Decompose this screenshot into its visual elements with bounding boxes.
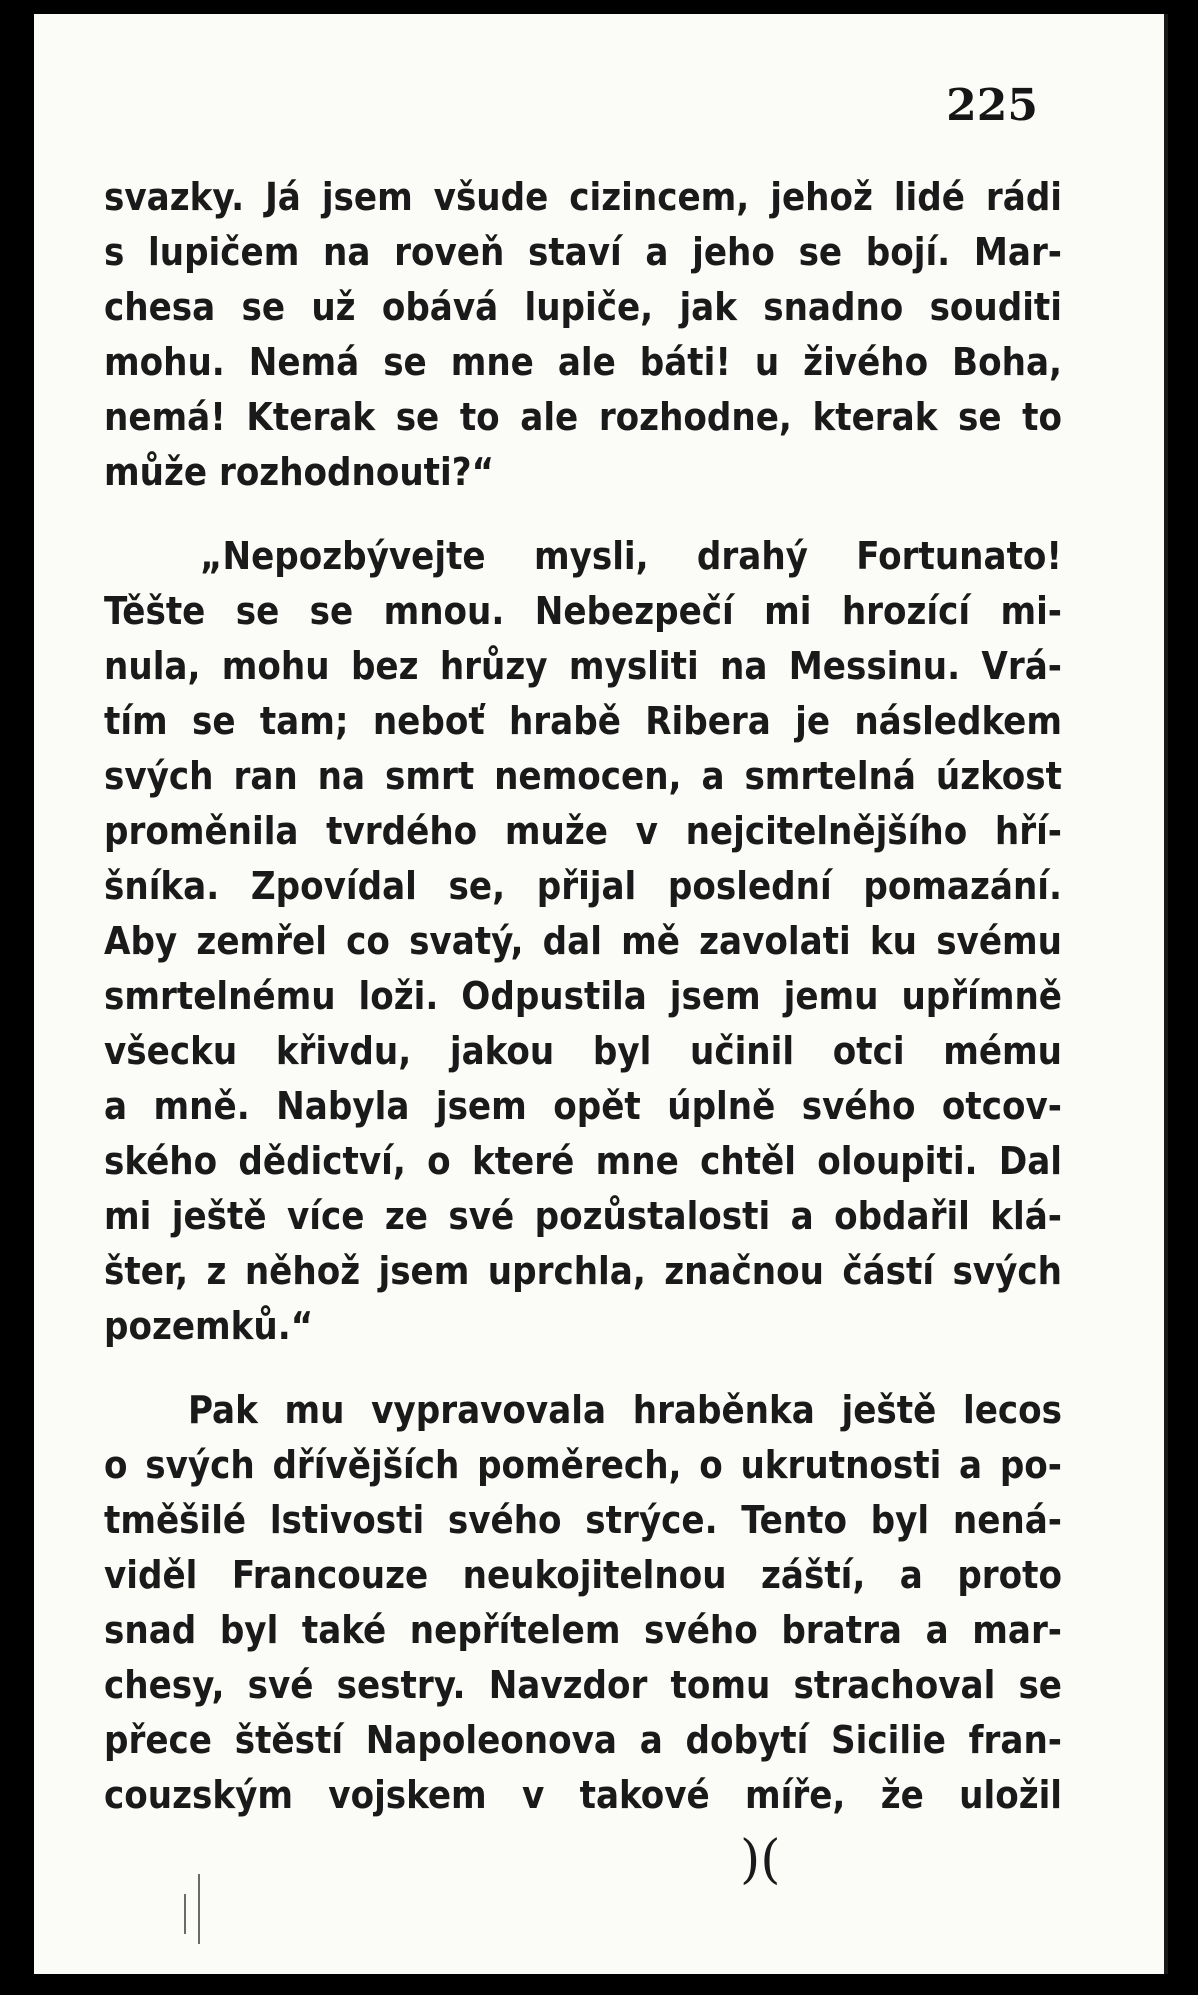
text-line: mi ještě více ze své pozůstalosti a obdařil klá- xyxy=(104,1194,1062,1238)
scan-artifact xyxy=(184,1894,186,1934)
text-line: přece štěstí Napoleonova a dobytí Sicilie fran- xyxy=(104,1718,1062,1762)
text-line: ského dědictví, o které mne chtěl oloupiti. Dal xyxy=(104,1139,1062,1183)
paragraph xyxy=(104,529,1062,1354)
text-line: šter, z něhož jsem uprchla, značnou částí svých xyxy=(104,1249,1062,1293)
text-line: Těšte se se mnou. Nebezpečí mi hrozící mi- xyxy=(104,589,1062,633)
text-line: couzským vojskem v takové míře, že uložil xyxy=(104,1773,1062,1817)
text-line: proměnila tvrdého muže v nejcitelnějšího hří- xyxy=(104,809,1062,853)
signature-mark: )( xyxy=(740,1830,781,1890)
text-line: chesa se už obává lupiče, jak snadno souditi xyxy=(104,285,1062,329)
text-line: může rozhodnouti?“ xyxy=(104,450,495,494)
paragraph xyxy=(104,1383,1062,1823)
text-line: s lupičem na roveň staví a jeho se bojí. Mar- xyxy=(104,230,1062,274)
scan-artifact xyxy=(198,1874,200,1944)
text-line: o svých dřívějších poměrech, o ukrutnosti a po- xyxy=(104,1443,1062,1487)
text-line: „Nepozbývejte mysli, drahý Fortunato! xyxy=(200,534,1062,578)
text-line: viděl Francouze neukojitelnou záští, a proto xyxy=(104,1553,1062,1597)
book-page xyxy=(34,14,1168,1974)
text-line: nula, mohu bez hrůzy mysliti na Messinu. Vrá- xyxy=(104,644,1062,688)
text-line: chesy, své sestry. Navzdor tomu strachoval se xyxy=(104,1663,1062,1707)
text-line: nemá! Kterak se to ale rozhodne, kterak se to xyxy=(104,395,1062,439)
text-line: a mně. Nabyla jsem opět úplně svého otcov- xyxy=(104,1084,1062,1128)
text-line: smrtelnému loži. Odpustila jsem jemu upřímně xyxy=(104,974,1062,1018)
text-line: snad byl také nepřítelem svého bratra a mar- xyxy=(104,1608,1062,1652)
text-line: šníka. Zpovídal se, přijal poslední pomazání. xyxy=(104,864,1062,908)
text-line: tměšilé lstivosti svého strýce. Tento byl nená- xyxy=(104,1498,1062,1542)
text-line: Pak mu vypravovala hraběnka ještě lecos xyxy=(188,1388,1062,1432)
text-line: Aby zemřel co svatý, dal mě zavolati ku svému xyxy=(104,919,1062,963)
text-line: svazky. Já jsem všude cizincem, jehož lidé rádi xyxy=(104,175,1062,219)
text-line: svých ran na smrt nemocen, a smrtelná úzkost xyxy=(104,754,1062,798)
page-number: 225 xyxy=(946,80,1038,131)
paragraph xyxy=(104,170,1062,500)
body-text xyxy=(104,170,1062,1823)
text-line: tím se tam; neboť hrabě Ribera je následkem xyxy=(104,699,1062,743)
text-line: mohu. Nemá se mne ale báti! u živého Boha, xyxy=(104,340,1062,384)
text-line: všecku křivdu, jakou byl učinil otci mému xyxy=(104,1029,1062,1073)
text-line: pozemků.“ xyxy=(104,1304,314,1348)
